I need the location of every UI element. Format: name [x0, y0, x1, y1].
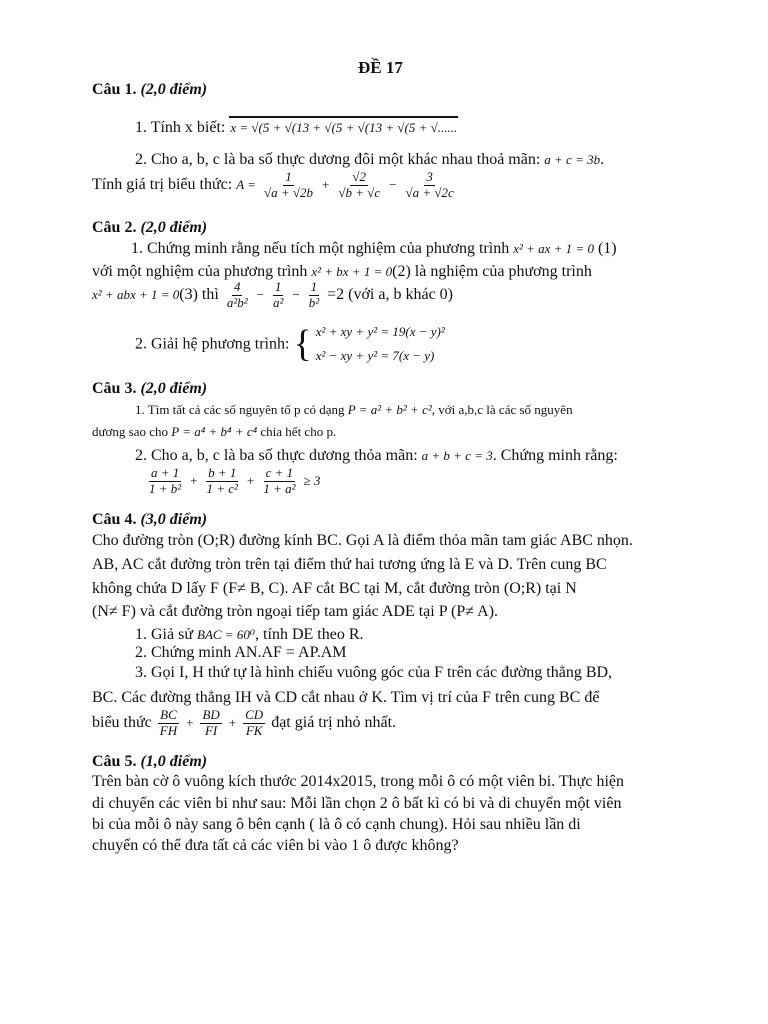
q3-inequality-rhs: ≥ 3: [303, 473, 321, 489]
q4-heading: [92, 510, 207, 529]
q1-fraction-2-den: √b + √c: [338, 184, 381, 200]
q1-fraction-2: [336, 170, 382, 201]
q3-fraction-1-num: a + 1: [150, 465, 180, 480]
plus-sign: +: [321, 177, 330, 193]
q1-part2-text: 2. Cho a, b, c là ba số thực dương đôi một khác nhau thoả mãn:: [135, 151, 541, 168]
q4-line3: không chứa D lấy F (F≠ B, C). AF cắt BC tại M, cắt đường tròn (O;R) tại N: [92, 580, 577, 597]
q4-line1: Cho đường tròn (O;R) đường kính BC. Gọi A là điểm thỏa mãn tam giác ABC nhọn.: [92, 532, 633, 549]
q3-line1-text: 1. Tìm tất cả các số nguyên tố p có dạng: [135, 402, 345, 417]
q2-fraction-2-den: a²: [272, 294, 284, 310]
q3-fraction-2-den: 1 + c²: [206, 480, 238, 496]
q2-fraction-1: [225, 280, 250, 311]
q2-fraction-3-den: b²: [308, 294, 320, 310]
q3-line1-tail: , với a,b,c là các số nguyên: [431, 402, 573, 417]
q3-label: Câu 3.: [92, 380, 137, 397]
q1-label: Câu 1.: [92, 81, 137, 98]
plus-sign: +: [186, 715, 194, 731]
q2-equation-2: x² + bx + 1 = 0: [311, 264, 393, 279]
q4-subpart1: [135, 625, 363, 644]
q3-line2-expression: P = a⁴ + b⁴ + c⁴: [171, 424, 258, 439]
q5-line4: chuyển có thể đưa tất cả các viên bi vào 1 ô được không?: [92, 837, 459, 854]
q1-fraction-2-num: √2: [352, 169, 367, 184]
q4-subpart3: 3. Gọi I, H thứ tự là hình chiếu vuông góc của F trên các đường thẳng BD,: [135, 664, 613, 681]
q4-fraction-2-num: BD: [202, 707, 220, 722]
q2-equation-1-tag: (1): [597, 240, 617, 257]
q3-line2-tail: chia hết cho p.: [260, 424, 337, 439]
q1-fraction-1: [262, 170, 315, 201]
q4-fraction-3-num: CD: [245, 707, 264, 722]
q2-line3: [92, 280, 453, 311]
q2-label: Câu 2.: [92, 219, 137, 236]
q2-system-text: 2. Giải hệ phương trình:: [135, 335, 290, 353]
q1-A-label: A =: [236, 177, 256, 193]
q3-fraction-1-den: 1 + b²: [149, 480, 182, 496]
q5-line3: bi của mỗi ô này sang ô bên cạnh ( là ô có cạnh chung). Hỏi sau nhiều lần di: [92, 816, 581, 833]
q2-fraction-1-num: 4: [233, 279, 241, 294]
q3-fraction-3-den: 1 + a²: [263, 480, 296, 496]
q3-line3: [135, 446, 618, 465]
q4-label: Câu 4.: [92, 511, 137, 528]
q2-equation-1: x² + ax + 1 = 0: [513, 241, 594, 256]
q3-heading: [92, 379, 207, 398]
q1-fraction-3: [403, 170, 455, 201]
q3-line2-text: dương sao cho: [92, 424, 169, 439]
q3-fraction-3: [261, 466, 297, 497]
q1-fraction-3-num: 3: [426, 169, 433, 184]
q2-system-equations: [316, 320, 445, 368]
q2-line1-text: 1. Chứng minh rằng nếu tích một nghiệm của phương trình: [131, 240, 510, 257]
q1-part3: [92, 170, 458, 201]
q1-part1-expression: x = √(5 + √(13 + √(5 + √(13 + √(5 + √......: [229, 116, 458, 135]
q3-line1-expression: P = a² + b² + c²: [347, 402, 432, 417]
brace-icon: {: [293, 323, 312, 365]
q4-fraction-3-den: FK: [245, 722, 263, 738]
q5-heading: [92, 752, 207, 771]
q2-fraction-2-num: 1: [274, 279, 282, 294]
q2-line3-tail: =2 (với a, b khác 0): [327, 286, 453, 304]
q3-line3-condition: a + b + c = 3: [421, 448, 493, 463]
q3-fraction-1: [147, 466, 183, 497]
q4-line2: AB, AC cắt đường tròn trên tại điểm thứ hai tương ứng là E và D. Trên cung BC: [92, 556, 607, 573]
q2-system-eq1: x² + xy + y² = 19(x − y)²: [315, 324, 445, 339]
q4-fraction-1-num: BC: [160, 707, 177, 722]
minus-sign: −: [389, 177, 397, 193]
q5-line2: di chuyển các viên bi như sau: Mỗi lần chọn 2 ô bất kì có bi và di chuyển một viên: [92, 795, 622, 812]
q1-fraction-1-den: √a + √2b: [263, 184, 313, 200]
q4-points: (3,0 điểm): [140, 511, 208, 528]
q3-line3-tail: . Chứng minh rằng:: [492, 447, 618, 464]
q2-fraction-1-den: a²b²: [226, 294, 248, 310]
q3-line2: [92, 424, 336, 440]
q1-part1-text: 1. Tính x biết:: [135, 119, 226, 136]
q1-part2: 2. Cho a, b, c là ba số thực dương đôi một khác nhau thoả mãn: a + c = 3b.: [135, 151, 605, 168]
plus-sign: +: [228, 715, 237, 731]
q1-part3-text: Tính giá trị biểu thức:: [92, 176, 233, 194]
page-title: ĐỀ 17: [358, 58, 403, 77]
q2-fraction-3-num: 1: [310, 279, 318, 294]
q3-line3-text: 2. Cho a, b, c là ba số thực dương thỏa mãn:: [135, 447, 418, 464]
q4-fraction-1-den: FH: [159, 722, 178, 738]
q3-fraction-3-num: c + 1: [265, 465, 294, 480]
q2-line2-text: với một nghiệm của phương trình: [92, 263, 308, 280]
q4-subpart2: 2. Chứng minh AN.AF = AP.AM: [135, 644, 347, 661]
q2-equation-3: x² + abx + 1 = 0: [92, 287, 180, 303]
q4-fraction-2: [200, 708, 221, 739]
q3-fraction-2-num: b + 1: [208, 465, 237, 480]
q2-system-eq2: x² − xy + y² = 7(x − y): [315, 348, 435, 363]
q4-subpart1-text: 1. Giả sử: [135, 626, 193, 643]
q4-subpart1-expression: BAC = 60⁰: [197, 627, 256, 642]
q4-line6: [92, 708, 396, 739]
q2-fraction-2: [271, 280, 285, 311]
q3-points: (2,0 điểm): [140, 380, 208, 397]
q1-fraction-3-den: √a + √2c: [405, 184, 454, 200]
minus-sign: −: [292, 287, 300, 303]
q4-line6-text: biểu thức: [92, 714, 152, 732]
q3-inequality: [145, 466, 320, 497]
q2-line1: [131, 239, 617, 258]
q1-heading: [92, 80, 207, 99]
q1-points: (2,0 điểm): [140, 81, 208, 98]
q2-line2: [92, 262, 592, 281]
q5-line1: Trên bàn cờ ô vuông kích thước 2014x2015, trong mỗi ô có một viên bi. Thực hiện: [92, 773, 624, 790]
q2-points: (2,0 điểm): [140, 219, 208, 236]
q3-line1: [135, 402, 573, 418]
q4-line4: (N≠ F) và cắt đường tròn ngoại tiếp tam giác ADE tại P (P≠ A).: [92, 603, 499, 620]
q2-system: [135, 320, 445, 368]
q4-line6-tail: đạt giá trị nhỏ nhất.: [271, 714, 397, 732]
q1-part2-condition: a + c = 3b: [544, 152, 601, 167]
minus-sign: −: [256, 287, 264, 303]
q5-points: (1,0 điểm): [140, 753, 208, 770]
q4-fraction-3: [243, 708, 265, 739]
plus-sign: +: [246, 473, 255, 489]
q4-fraction-1: [158, 708, 179, 739]
q1-fraction-1-num: 1: [285, 169, 292, 184]
q2-heading: [92, 218, 207, 237]
q2-line2-tail: (2) là nghiệm của phương trình: [392, 263, 592, 280]
q5-label: Câu 5.: [92, 753, 137, 770]
q2-fraction-3: [307, 280, 321, 311]
q4-subpart1-tail: , tính DE theo R.: [255, 626, 364, 643]
q2-line3-mid: (3) thì: [179, 286, 219, 304]
plus-sign: +: [190, 473, 198, 489]
q1-part1: [135, 118, 458, 137]
q3-fraction-2: [205, 466, 240, 497]
q4-line5: BC. Các đường thẳng IH và CD cắt nhau ở K. Tìm vị trí của F trên cung BC để: [92, 689, 600, 706]
q4-fraction-2-den: FI: [204, 722, 218, 738]
